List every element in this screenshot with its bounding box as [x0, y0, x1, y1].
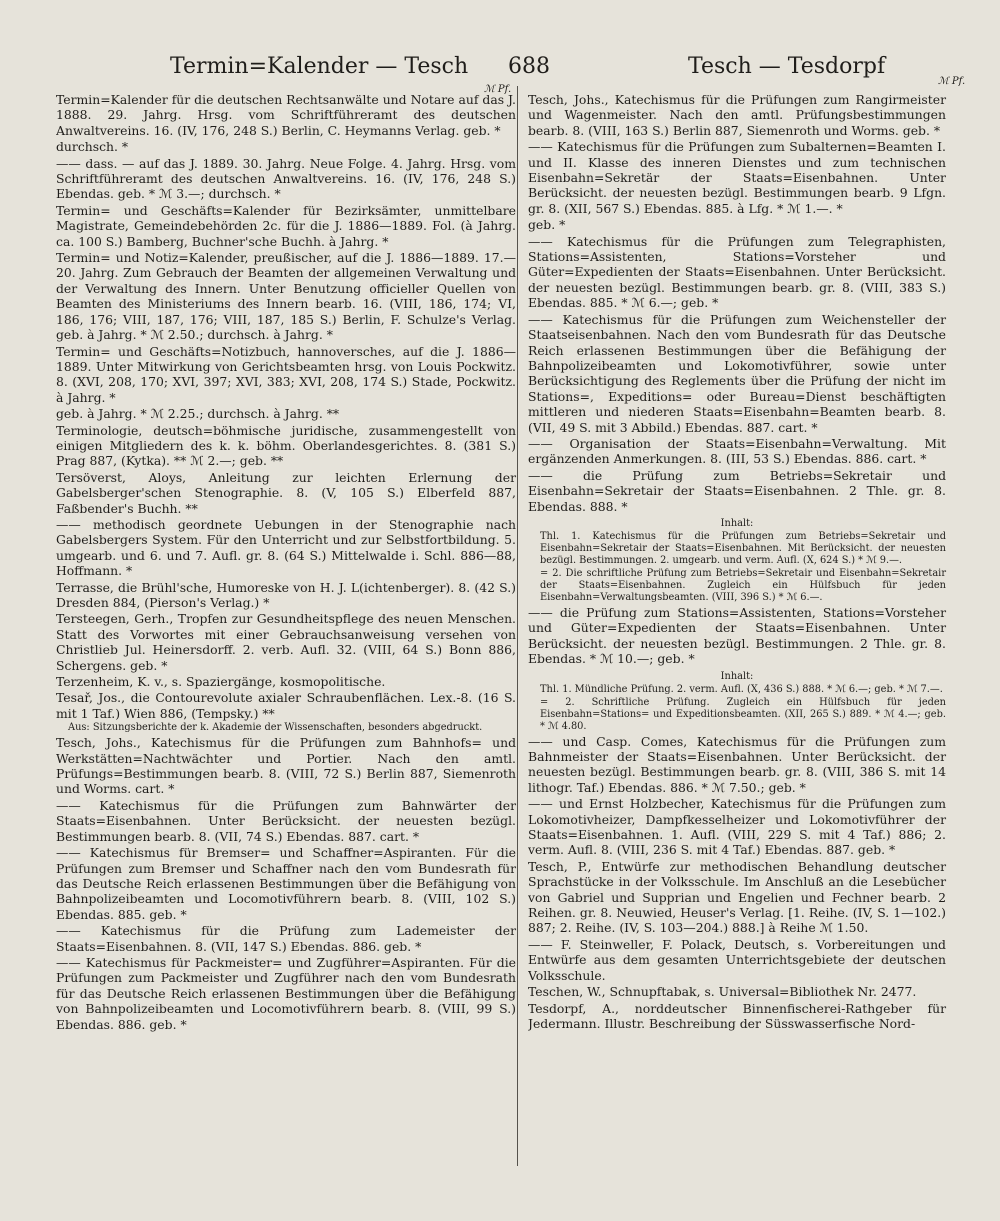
bibliography-entry: [56, 250, 518, 342]
entry-text: = 2. Die schriftliche Prüfung zum Betriebs=Sekretair und Eisenbahn=Sekretair der Staats=Eisenbahnen. Zugleich ein Hülfsbuch für jeden Eisenbahn=Verwaltungsbeamten. (VIII, 396 S.) * ℳ 6.—.: [540, 567, 946, 603]
entry-text: Inhalt:: [720, 517, 754, 529]
entry-text: geb. à Jahrg. * ℳ 2.25.; durchsch. à Jahrg. **: [56, 406, 340, 422]
entry-price: [514, 406, 518, 421]
page-number: 688: [508, 54, 550, 79]
entry-price: [514, 234, 518, 249]
bibliography-entry: [56, 923, 518, 954]
entry-price: [514, 829, 518, 844]
entry-text: Termin= und Geschäfts=Kalender für Bezirksämter, unmittelbare Magistrate, Gemeindebehörden 2c. für die J. 1886—1889. Fol. (à Jahrg. ca. 100 S.) Bamberg, Buchner'sche Buchh. à Jahrg. *: [56, 202, 516, 249]
bibliography-entry: [56, 735, 518, 797]
right-column: [528, 92, 948, 1212]
bibliography-entry: [56, 423, 518, 469]
bibliography-entry: [56, 580, 518, 611]
entry-text: Terminologie, deutsch=böhmische juridische, zusammengestellt von einigen Mitgliedern des k. k. böhm. Oberlandesgerichtes. 8. (381 S.) Prag 887, (Kytka). ** ℳ 2.—; geb. **: [56, 422, 516, 469]
entry-price: [514, 1017, 518, 1032]
bibliography-entry: [56, 92, 518, 138]
entry-price: [514, 595, 518, 610]
bibliography-entry: [528, 217, 948, 232]
bibliography-entry: [56, 470, 518, 516]
entry-text: —— und Casp. Comes, Katechismus für die Prüfungen zum Bahnmeister der Staats=Eisenbahnen. Unter Berücksicht. der neuesten bezügl. Bestimmungen bearb. gr. 8. (VIII, 386 S. mit 14 lithogr. Taf.) Ebendas. 886. * ℳ 7.50.; geb. *: [528, 733, 946, 795]
entry-price: [514, 123, 518, 138]
bibliography-entry: [56, 955, 518, 1032]
entry-text: geb. *: [528, 217, 566, 233]
contents-heading: [528, 671, 948, 683]
entry-text: —— Katechismus für die Prüfungen zum Bahnwärter der Staats=Eisenbahnen. Unter Berücksicht. der neuesten bezügl. Bestimmungen bearb. 8. (VII, 74 S.) Ebendas. 887. cart. *: [56, 797, 516, 844]
price-units-left: ℳ Pf.: [484, 84, 512, 95]
entry-price: [514, 186, 518, 201]
entry-text: Aus: Sitzungsberichte der k. Akademie der Wissenschaften, besonders abgedruckt.: [68, 722, 483, 734]
entry-price: [514, 563, 518, 578]
entry-note: [528, 697, 948, 733]
entry-price: [514, 453, 518, 468]
entry-text: Tesch, P., Entwürfe zur methodischen Behandlung deutscher Sprachstücke in der Volksschule. Im Anschluß an die Lesebücher von Gabriel und Supprian und Engelien und Fechner bearb. 2 Reihen. gr. 8. Neuwied, Heuser's Verlag. [1. Reihe. (IV, S. 1—102.) 887; 2. Reihe. (IV, S. 103—204.) 888.] à Reihe ℳ 1.50.: [528, 858, 946, 936]
entry-text: —— methodisch geordnete Uebungen in der Stenographie nach Gabelsbergers System. Für den Unterricht und zur Selbstfortbildung. 5. umgearb. und 6. und 7. Aufl. gr. 8. (64 S.) Mittelwalde i. Schl. 886—88, Hoffmann. *: [56, 516, 516, 579]
bibliography-entry: [528, 859, 948, 936]
header-left-title: Termin=Kalender — Tesch: [170, 54, 469, 79]
entry-price: [514, 390, 518, 405]
entry-text: Tesdorpf, A., norddeutscher Binnenfischerei-Rathgeber für Jedermann. Illustr. Beschreibung der Süsswasserfische Nord-: [528, 1000, 946, 1031]
bibliography-entry: [56, 798, 518, 844]
entry-price: [514, 658, 518, 673]
bibliography-entry: [528, 734, 948, 796]
entry-text: —— F. Steinweller, F. Polack, Deutsch, s. Vorbereitungen und Entwürfe aus dem gesamten Unterrichtsgebiete der deutschen Volksschule.: [528, 936, 946, 983]
entry-note: [56, 722, 518, 734]
entry-text: Terrasse, die Brühl'sche, Humoreske von H. J. L(ichtenberger). 8. (42 S.) Dresden 884, (Pierson's Verlag.) *: [56, 579, 516, 610]
bibliography-entry: [56, 156, 518, 202]
entry-text: durchsch. *: [56, 139, 129, 155]
entry-text: —— und Ernst Holzbecher, Katechismus für die Prüfungen zum Lokomotivheizer, Dampfkesselheizer und Lokomotivführer der Staats=Eisenbahnen. 1. Aufl. (VIII, 229 S. mit 4 Taf.) 886; 2. verm. Aufl. 8. (VIII, 236 S. mit 4 Taf.) Ebendas. 887. geb. *: [528, 796, 946, 858]
entry-price: [514, 907, 518, 922]
entry-text: Tersöverst, Aloys, Anleitung zur leichten Erlernung der Gabelsberger'schen Stenographie. 8. (V, 105 S.) Elberfeld 887, Faßbender's Buchh. **: [56, 469, 516, 516]
bibliography-entry: [528, 937, 948, 983]
entry-price: [514, 706, 518, 721]
bibliography-entry: [56, 344, 518, 406]
entry-text: Termin= und Notiz=Kalender, preußischer, auf die J. 1886—1889. 17.—20. Jahrg. Zum Gebrauch der Beamten der allgemeinen Verwaltung und der Verwaltung des Innern. Unter Benutzung officieller Quellen von Beamten des Ministeriums des Innern bearb. 16. (VIII, 186, 174; VI, 186, 176; VIII, 187, 176; VIII, 187, 185 S.) Berlin, F. Schulze's Verlag. geb. à Jahrg. * ℳ 2.50.; durchsch. à Jahrg. *: [56, 250, 516, 343]
bibliography-entry: [56, 203, 518, 249]
entry-text: Tesch, Johs., Katechismus für die Prüfungen zum Bahnhofs= und Werkstätten=Nachtwächter und Portier. Nach den amtl. Prüfungs=Bestimmungen bearb. 8. (VIII, 72 S.) Berlin 887, Siemenroth und Worms. cart. *: [56, 735, 516, 797]
bibliography-entry: [528, 92, 948, 138]
entry-text: Termin=Kalender für die deutschen Rechtsanwälte und Notare auf das J. 1888. 29. Jahrg. Hrsg. vom Schriftführeramt des deutschen Anwaltvereins. 16. (IV, 176, 248 S.) Berlin, C. Heymanns Verlag. geb. *: [56, 92, 516, 138]
bibliography-entry: [56, 139, 518, 154]
running-header: [0, 54, 1000, 88]
entry-text: —— dass. — auf das J. 1889. 30. Jahrg. Neue Folge. 4. Jahrg. Hrsg. vom Schriftführeramt des deutschen Anwaltvereins. 16. (IV, 176, 248 S.) Ebendas. geb. * ℳ 3.—; durchsch. *: [56, 155, 516, 202]
bibliography-entry: [56, 517, 518, 579]
entry-text: —— Organisation der Staats=Eisenbahn=Verwaltung. Mit ergänzenden Anmerkungen. 8. (III, 53 S.) Ebendas. 886. cart. *: [528, 435, 946, 467]
entry-text: = 2. Schriftliche Prüfung. Zugleich ein Hülfsbuch für jeden Eisenbahn=Stations= und Expeditionsbeamten. (XII, 265 S.) 889. * ℳ 4.—; geb. * ℳ 4.80.: [540, 696, 946, 732]
bibliography-entry: [528, 1001, 948, 1032]
bibliography-entry: [56, 690, 518, 721]
bibliography-entry: [56, 674, 518, 689]
entry-price: [514, 939, 518, 954]
bibliography-entry: [528, 796, 948, 858]
bibliography-entry: [528, 984, 948, 999]
bibliography-entry: [56, 611, 518, 673]
entry-text: —— Katechismus für die Prüfungen zum Subalternen=Beamten I. und II. Klasse des inneren Dienstes und zum technischen Eisenbahn=Sekretär der Staats=Eisenbahnen. Unter Berücksicht. der neuesten bezügl. Bestimmungen bearb. 9 Lfgn. gr. 8. (XII, 567 S.) Ebendas. 885. à Lfg. * ℳ 1.—. *: [528, 139, 946, 216]
entry-price: [514, 139, 518, 154]
entry-text: —— die Prüfung zum Betriebs=Sekretair und Eisenbahn=Sekretair der Staats=Eisenbahnen. 2 Thle. gr. 8. Ebendas. 888. *: [528, 467, 946, 514]
entry-price: [514, 781, 518, 796]
entry-text: —— Katechismus für die Prüfungen zum Weichensteller der Staatseisenbahnen. Nach den vom Bundesrath für das Deutsche Reich erlassenen Bestimmungen über die Befähigung der Bahnpolizeibeamten und Lokomotivführer, sowie unter Berücksichtigung des Reglements über die Prüfung der nicht im Stations=, Expeditions= oder Bureau=Dienst beschäftigten mittleren und niederen Staats=Eisenbahn=Beamten bearb. 8. (VII, 49 S. mit 3 Abbild.) Ebendas. 887. cart. *: [528, 311, 946, 435]
entry-text: —— Katechismus für die Prüfung zum Lademeister der Staats=Eisenbahnen. 8. (VII, 147 S.) Ebendas. 886. geb. *: [56, 923, 516, 954]
entry-text: Tersteegen, Gerh., Tropfen zur Gesundheitspflege des neuen Menschen. Statt des Vorwortes mit einer Gebrauchsanweisung versehen von Christlieb Jul. Heinersdorff. 2. verb. Aufl. 32. (VIII, 64 S.) Bonn 886, Schergens. geb. *: [56, 611, 516, 673]
left-column: [56, 92, 518, 1212]
bibliography-entry: [528, 436, 948, 467]
entry-text: —— Katechismus für Bremser= und Schaffner=Aspiranten. Für die Prüfungen zum Bremser und Schaffner nach den vom Bundesrath für das Deutsche Reich erlassenen Bestimmungen über die Befähigung von Bahnpolizeibeamten und Locomotivführern bearb. 8. (VIII, 102 S.) Ebendas. 885. geb. *: [56, 845, 516, 922]
entry-text: Teschen, W., Schnupftabak, s. Universal=Bibliothek Nr. 2477.: [528, 984, 917, 1000]
header-right-title: Tesch — Tesdorpf: [688, 54, 886, 79]
entry-note: [528, 531, 948, 567]
bibliography-entry: [56, 845, 518, 922]
bibliography-entry: [528, 312, 948, 435]
entry-note: [528, 568, 948, 604]
entry-text: Tesch, Johs., Katechismus für die Prüfungen zum Rangirmeister und Wagenmeister. Nach den amtl. Prüfungsbestimmungen bearb. 8. (VIII, 163 S.) Berlin 887, Siemenroth und Worms. geb. *: [528, 92, 946, 138]
entry-text: Tesař, Jos., die Contourevolute axialer Schraubenflächen. Lex.-8. (16 S. mit 1 Taf.) Wien 886, (Tempsky.) **: [56, 690, 516, 721]
entry-text: Thl. 1. Katechismus für die Prüfungen zum Betriebs=Sekretair und Eisenbahn=Sekretair der Staats=Eisenbahnen. Mit Berücksicht. der neuesten bezügl. Bestimmungen. 2. umgearb. und verm. Aufl. (X, 624 S.) * ℳ 9.—.: [540, 530, 946, 566]
entry-text: Termin= und Geschäfts=Notizbuch, hannoversches, auf die J. 1886—1889. Unter Mitwirkung von Gerichtsbeamten hrsg. von Louis Pockwitz. 8. (XVI, 208, 170; XVI, 397; XVI, 383; XVI, 208, 174 S.) Stade, Pockwitz. à Jahrg. *: [56, 343, 516, 405]
bibliography-entry: [528, 234, 948, 311]
bibliography-entry: [56, 406, 518, 421]
entry-text: —— Katechismus für die Prüfungen zum Telegraphisten, Stations=Assistenten, Stations=Vorsteher und Güter=Expedienten der Staats=Eisenbahnen. Unter Berücksicht. der neuesten bezügl. Bestimmungen bearb. gr. 8. (VIII, 383 S.) Ebendas. 885. * ℳ 6.—; geb. *: [528, 233, 946, 311]
entry-text: —— Katechismus für Packmeister= und Zugführer=Aspiranten. Für die Prüfungen zum Packmeister und Zugführer nach den vom Bundesrath für das Deutsche Reich erlassenen Bestimmungen über die Befähigung von Bahnpolizeibeamten und Locomotivführern bearb. 8. (VIII, 99 S.) Ebendas. 886. geb. *: [56, 954, 516, 1032]
bibliography-entry: [528, 468, 948, 514]
entry-text: Terzenheim, K. v., s. Spaziergänge, kosmopolitische.: [56, 674, 386, 690]
entry-text: —— die Prüfung zum Stations=Assistenten, Stations=Vorsteher und Güter=Expedienten der Staats=Eisenbahnen. Unter Berücksicht. der neuesten bezügl. Bestimmungen. 2 Thle. gr. 8. Ebendas. * ℳ 10.—; geb. *: [528, 604, 946, 667]
price-units-right: ℳ Pf.: [938, 76, 966, 87]
entry-text: Inhalt:: [720, 670, 754, 682]
entry-note: [528, 684, 948, 696]
entry-price: [514, 501, 518, 516]
bibliography-entry: [528, 605, 948, 667]
entry-price: [514, 327, 518, 342]
entry-text: Thl. 1. Mündliche Prüfung. 2. verm. Aufl. (X, 436 S.) 888. * ℳ 6.—; geb. * ℳ 7.—.: [540, 683, 943, 695]
bibliography-entry: [528, 139, 948, 216]
contents-heading: [528, 518, 948, 530]
